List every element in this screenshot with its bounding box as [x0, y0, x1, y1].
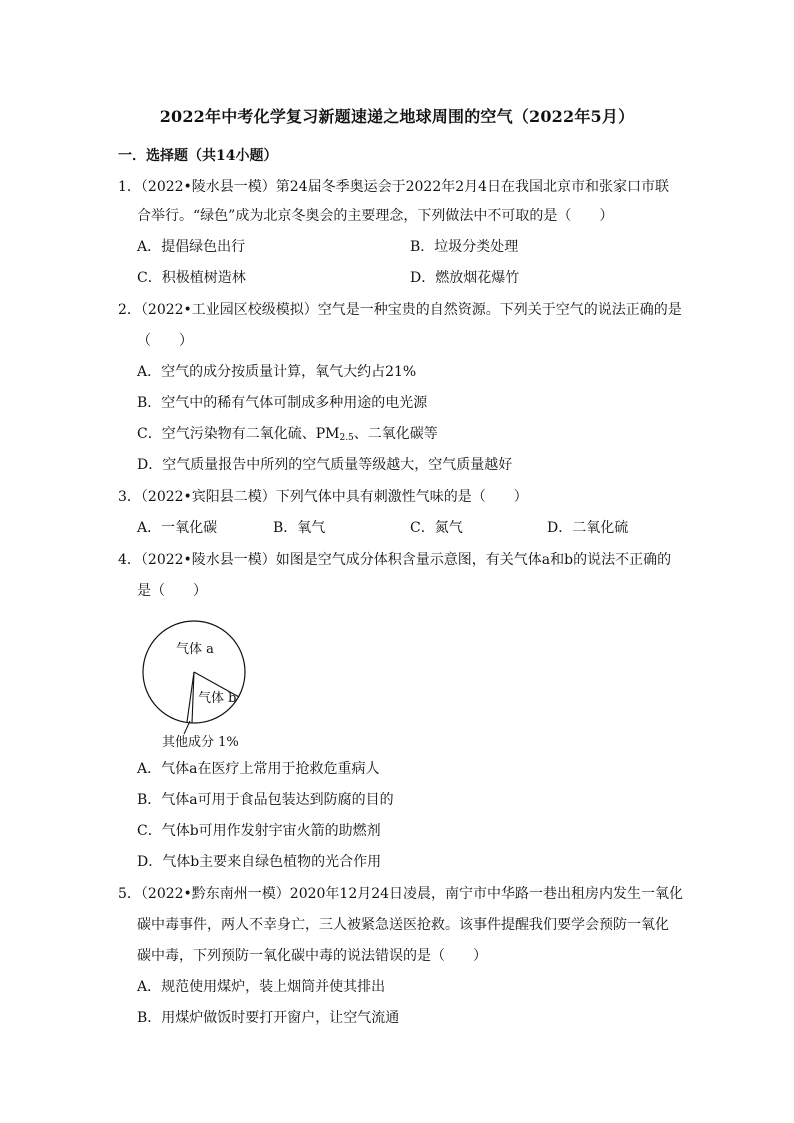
question-4-option-c: C．气体b可用作发射宇宙火箭的助燃剂: [137, 823, 381, 839]
label-gas-a: 气体 a: [176, 642, 214, 657]
question-2-option-c-text-end: 、二氧化碳等: [353, 426, 438, 442]
label-gas-b: 气体 b: [198, 691, 237, 706]
question-2-option-b: B．空气中的稀有气体可制成多种用途的电光源: [137, 395, 428, 411]
page-title: 2022年中考化学复习新题速递之地球周围的空气（2022年5月）: [159, 107, 635, 126]
question-4-option-b: B．气体a可用于食品包装达到防腐的目的: [137, 792, 394, 808]
question-1-option-a: A．提倡绿色出行: [137, 239, 246, 255]
question-3-option-b: B．氧气: [273, 520, 326, 536]
question-4-option-d: D．气体b主要来自绿色植物的光合作用: [137, 854, 382, 870]
air-composition-diagram: [140, 616, 260, 748]
question-5-option-b: B．用煤炉做饭时要打开窗户，让空气流通: [137, 1010, 400, 1026]
pm-subscript: 2.5: [339, 433, 354, 443]
label-other-components: 其他成分 1%: [162, 735, 239, 750]
section-heading: 一．选择题（共14小题）: [118, 148, 278, 164]
question-2-option-c: [137, 425, 438, 447]
question-5-stem-cont-1: 碳中毒事件，两人不幸身亡，三人被紧急送医抢救。该事件提醒我们要学会预防一氧化: [137, 917, 669, 933]
question-2-stem-cont: （ ）: [137, 333, 193, 349]
question-5-stem-cont-2: 碳中毒，下列预防一氧化碳中毒的说法错误的是（ ）: [137, 948, 487, 964]
question-1-option-d: D．燃放烟花爆竹: [410, 270, 520, 286]
question-4-option-a: A．气体a在医疗上常用于抢救危重病人: [137, 761, 380, 777]
question-2-option-a: A．空气的成分按质量计算，氧气大约占21%: [137, 364, 417, 380]
question-4-stem-cont: 是（ ）: [137, 583, 207, 599]
question-3-option-a: A．一氧化碳: [137, 520, 218, 536]
question-2-stem: 2．（2022•工业园区校级模拟）空气是一种宝贵的自然资源。下列关于空气的说法正确的是: [118, 302, 682, 318]
question-1-option-c: C．积极植树造林: [137, 270, 246, 286]
question-1-option-b: B．垃圾分类处理: [410, 239, 519, 255]
question-3-stem: 3．（2022•宾阳县二模）下列气体中具有刺激性气味的是（ ）: [118, 489, 528, 505]
question-5-option-a: A．规范使用煤炉，装上烟筒并使其排出: [137, 979, 386, 995]
question-1-stem: 1．（2022•陵水县一模）第24届冬季奥运会于2022年2月4日在我国北京市和张家口市联: [118, 179, 670, 195]
question-3-option-c: C．氮气: [410, 520, 463, 536]
question-2-option-c-text: C．空气污染物有二氧化硫、PM: [137, 426, 340, 442]
question-3-option-d: D．二氧化硫: [547, 520, 629, 536]
question-4-stem: 4．（2022•陵水县一模）如图是空气成分体积含量示意图，有关气体a和b的说法不正确的: [118, 552, 672, 568]
air-composition-figure: [140, 616, 260, 748]
question-5-stem: 5．（2022•黔东南州一模）2020年12月24日凌晨，南宁市中华路一巷出租房内发生一氧化: [118, 886, 684, 902]
question-1-stem-cont: 合举行。“绿色”成为北京冬奥会的主要理念，下列做法中不可取的是（ ）: [137, 208, 614, 224]
question-2-option-d: D．空气质量报告中所列的空气质量等级越大，空气质量越好: [137, 457, 513, 473]
